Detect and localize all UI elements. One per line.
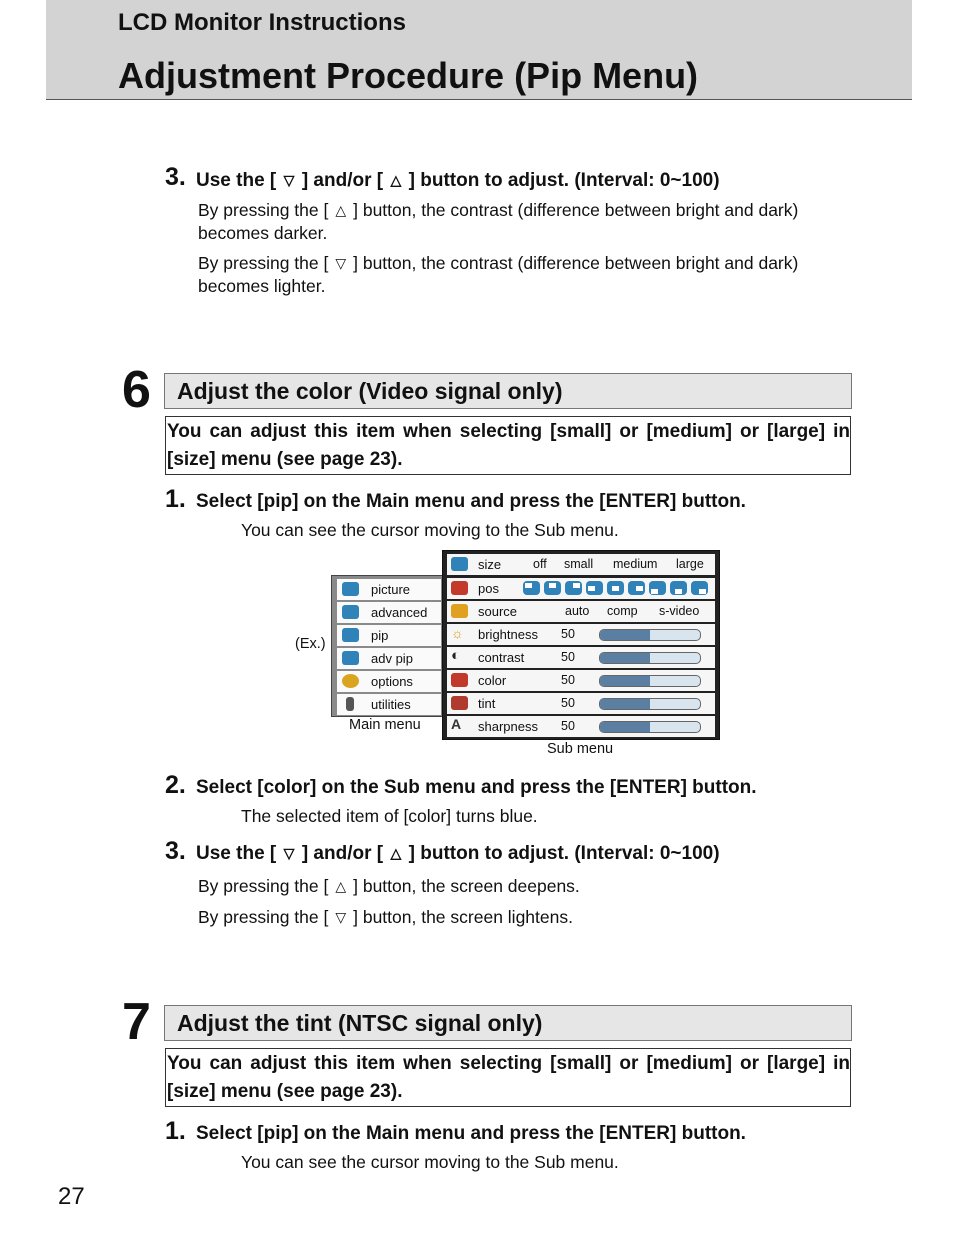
- up-arrow-icon: △: [390, 172, 402, 188]
- header-subtitle: LCD Monitor Instructions: [118, 9, 406, 36]
- contrast-slider[interactable]: [599, 652, 701, 664]
- step-heading: Use the [ ▽ ] and/or [ △ ] button to adjust. (Interval: 0~100): [196, 843, 720, 864]
- down-arrow-icon: ▽: [335, 909, 347, 925]
- options-icon: [342, 674, 359, 688]
- up-arrow-icon: △: [335, 202, 347, 218]
- sub-menu-item-contrast[interactable]: ◐ contrast 50: [447, 647, 715, 668]
- tint-slider[interactable]: [599, 698, 701, 710]
- section-number: 6: [122, 361, 151, 419]
- step-text: You can see the cursor moving to the Sub menu.: [241, 1152, 619, 1172]
- utilities-icon: [346, 697, 354, 711]
- size-icon: [451, 557, 468, 571]
- step-number: 1.: [165, 1117, 186, 1145]
- step-heading: Select [color] on the Sub menu and press the [ENTER] button.: [196, 777, 757, 798]
- main-menu: [331, 575, 444, 717]
- position-top-right-icon[interactable]: [565, 581, 582, 595]
- position-bottom-left-icon[interactable]: [649, 581, 666, 595]
- step-paragraph: By pressing the [ △ ] button, the contrast (difference between bright and dark) becomes darker.: [198, 200, 799, 243]
- example-label: (Ex.): [295, 636, 326, 652]
- section-title-bar: [164, 1005, 852, 1041]
- note-box: [165, 1048, 851, 1107]
- main-menu-item[interactable]: picture: [337, 579, 441, 600]
- adv-pip-icon: [342, 651, 359, 665]
- main-menu-item[interactable]: adv pip: [337, 648, 441, 669]
- position-middle-left-icon[interactable]: [586, 581, 603, 595]
- sub-menu-item-color[interactable]: color 50: [447, 670, 715, 691]
- main-menu-caption: Main menu: [349, 717, 421, 733]
- page-number: 27: [58, 1183, 85, 1210]
- main-menu-item[interactable]: advanced: [337, 602, 441, 623]
- color-icon: [451, 673, 468, 687]
- note-text: You can adjust this item when selecting [small] or [medium] or [large] in [size] menu (see page 23).: [167, 1053, 850, 1102]
- main-menu-item[interactable]: options: [337, 671, 441, 692]
- step-number: 3.: [165, 163, 186, 191]
- down-arrow-icon: ▽: [335, 255, 347, 271]
- section-title: Adjust the tint (NTSC signal only): [177, 1010, 543, 1036]
- sharpness-icon: A: [451, 716, 462, 732]
- brightness-slider[interactable]: [599, 629, 701, 641]
- sub-menu-item-size[interactable]: size off small medium large: [447, 554, 715, 575]
- position-bottom-center-icon[interactable]: [670, 581, 687, 595]
- position-center-icon[interactable]: [607, 581, 624, 595]
- position-middle-right-icon[interactable]: [628, 581, 645, 595]
- step-text: The selected item of [color] turns blue.: [241, 806, 538, 826]
- sub-menu: [442, 550, 720, 740]
- main-menu-item[interactable]: pip: [337, 625, 441, 646]
- source-icon: [451, 604, 468, 618]
- step-heading: Select [pip] on the Main menu and press the [ENTER] button.: [196, 1123, 746, 1144]
- picture-icon: [342, 582, 359, 596]
- sharpness-slider[interactable]: [599, 721, 701, 733]
- up-arrow-icon: △: [390, 845, 402, 861]
- note-box: [165, 416, 851, 475]
- section-title-bar: [164, 373, 852, 409]
- section-number: 7: [122, 993, 151, 1051]
- sub-menu-item-pos[interactable]: pos: [447, 578, 715, 599]
- pip-icon: [342, 628, 359, 642]
- sub-menu-item-source[interactable]: source auto comp s-video: [447, 601, 715, 622]
- page-title: Adjustment Procedure (Pip Menu): [118, 55, 699, 96]
- step-heading: Select [pip] on the Main menu and press the [ENTER] button.: [196, 491, 746, 512]
- main-menu-item[interactable]: utilities: [337, 694, 441, 715]
- step-number: 1.: [165, 485, 186, 513]
- step-paragraph: By pressing the [ △ ] button, the screen deepens.: [198, 876, 580, 896]
- advanced-icon: [342, 605, 359, 619]
- position-top-left-icon[interactable]: [523, 581, 540, 595]
- step-number: 3.: [165, 837, 186, 865]
- step-paragraph: By pressing the [ ▽ ] button, the screen lightens.: [198, 907, 573, 927]
- step-number: 2.: [165, 771, 186, 799]
- down-arrow-icon: ▽: [283, 172, 295, 188]
- step-heading: Use the [ ▽ ] and/or [ △ ] button to adjust. (Interval: 0~100): [196, 170, 720, 191]
- note-text: You can adjust this item when selecting [small] or [medium] or [large] in [size] menu (see page 23).: [167, 421, 850, 470]
- down-arrow-icon: ▽: [283, 845, 295, 861]
- up-arrow-icon: △: [335, 878, 347, 894]
- color-slider[interactable]: [599, 675, 701, 687]
- pos-icon: [451, 581, 468, 595]
- sub-menu-item-brightness[interactable]: ☼ brightness 50: [447, 624, 715, 645]
- position-bottom-right-icon[interactable]: [691, 581, 708, 595]
- sub-menu-caption: Sub menu: [547, 741, 614, 757]
- step-text: You can see the cursor moving to the Sub menu.: [241, 520, 619, 540]
- section-title: Adjust the color (Video signal only): [177, 378, 563, 404]
- sub-menu-item-sharpness[interactable]: A sharpness 50: [447, 716, 715, 737]
- position-top-center-icon[interactable]: [544, 581, 561, 595]
- sun-icon: ☼: [451, 625, 464, 641]
- contrast-icon: ◐: [451, 647, 461, 664]
- sub-menu-item-tint[interactable]: tint 50: [447, 693, 715, 714]
- tint-icon: [451, 696, 468, 710]
- step-paragraph: By pressing the [ ▽ ] button, the contrast (difference between bright and dark) becomes lighter.: [198, 253, 799, 296]
